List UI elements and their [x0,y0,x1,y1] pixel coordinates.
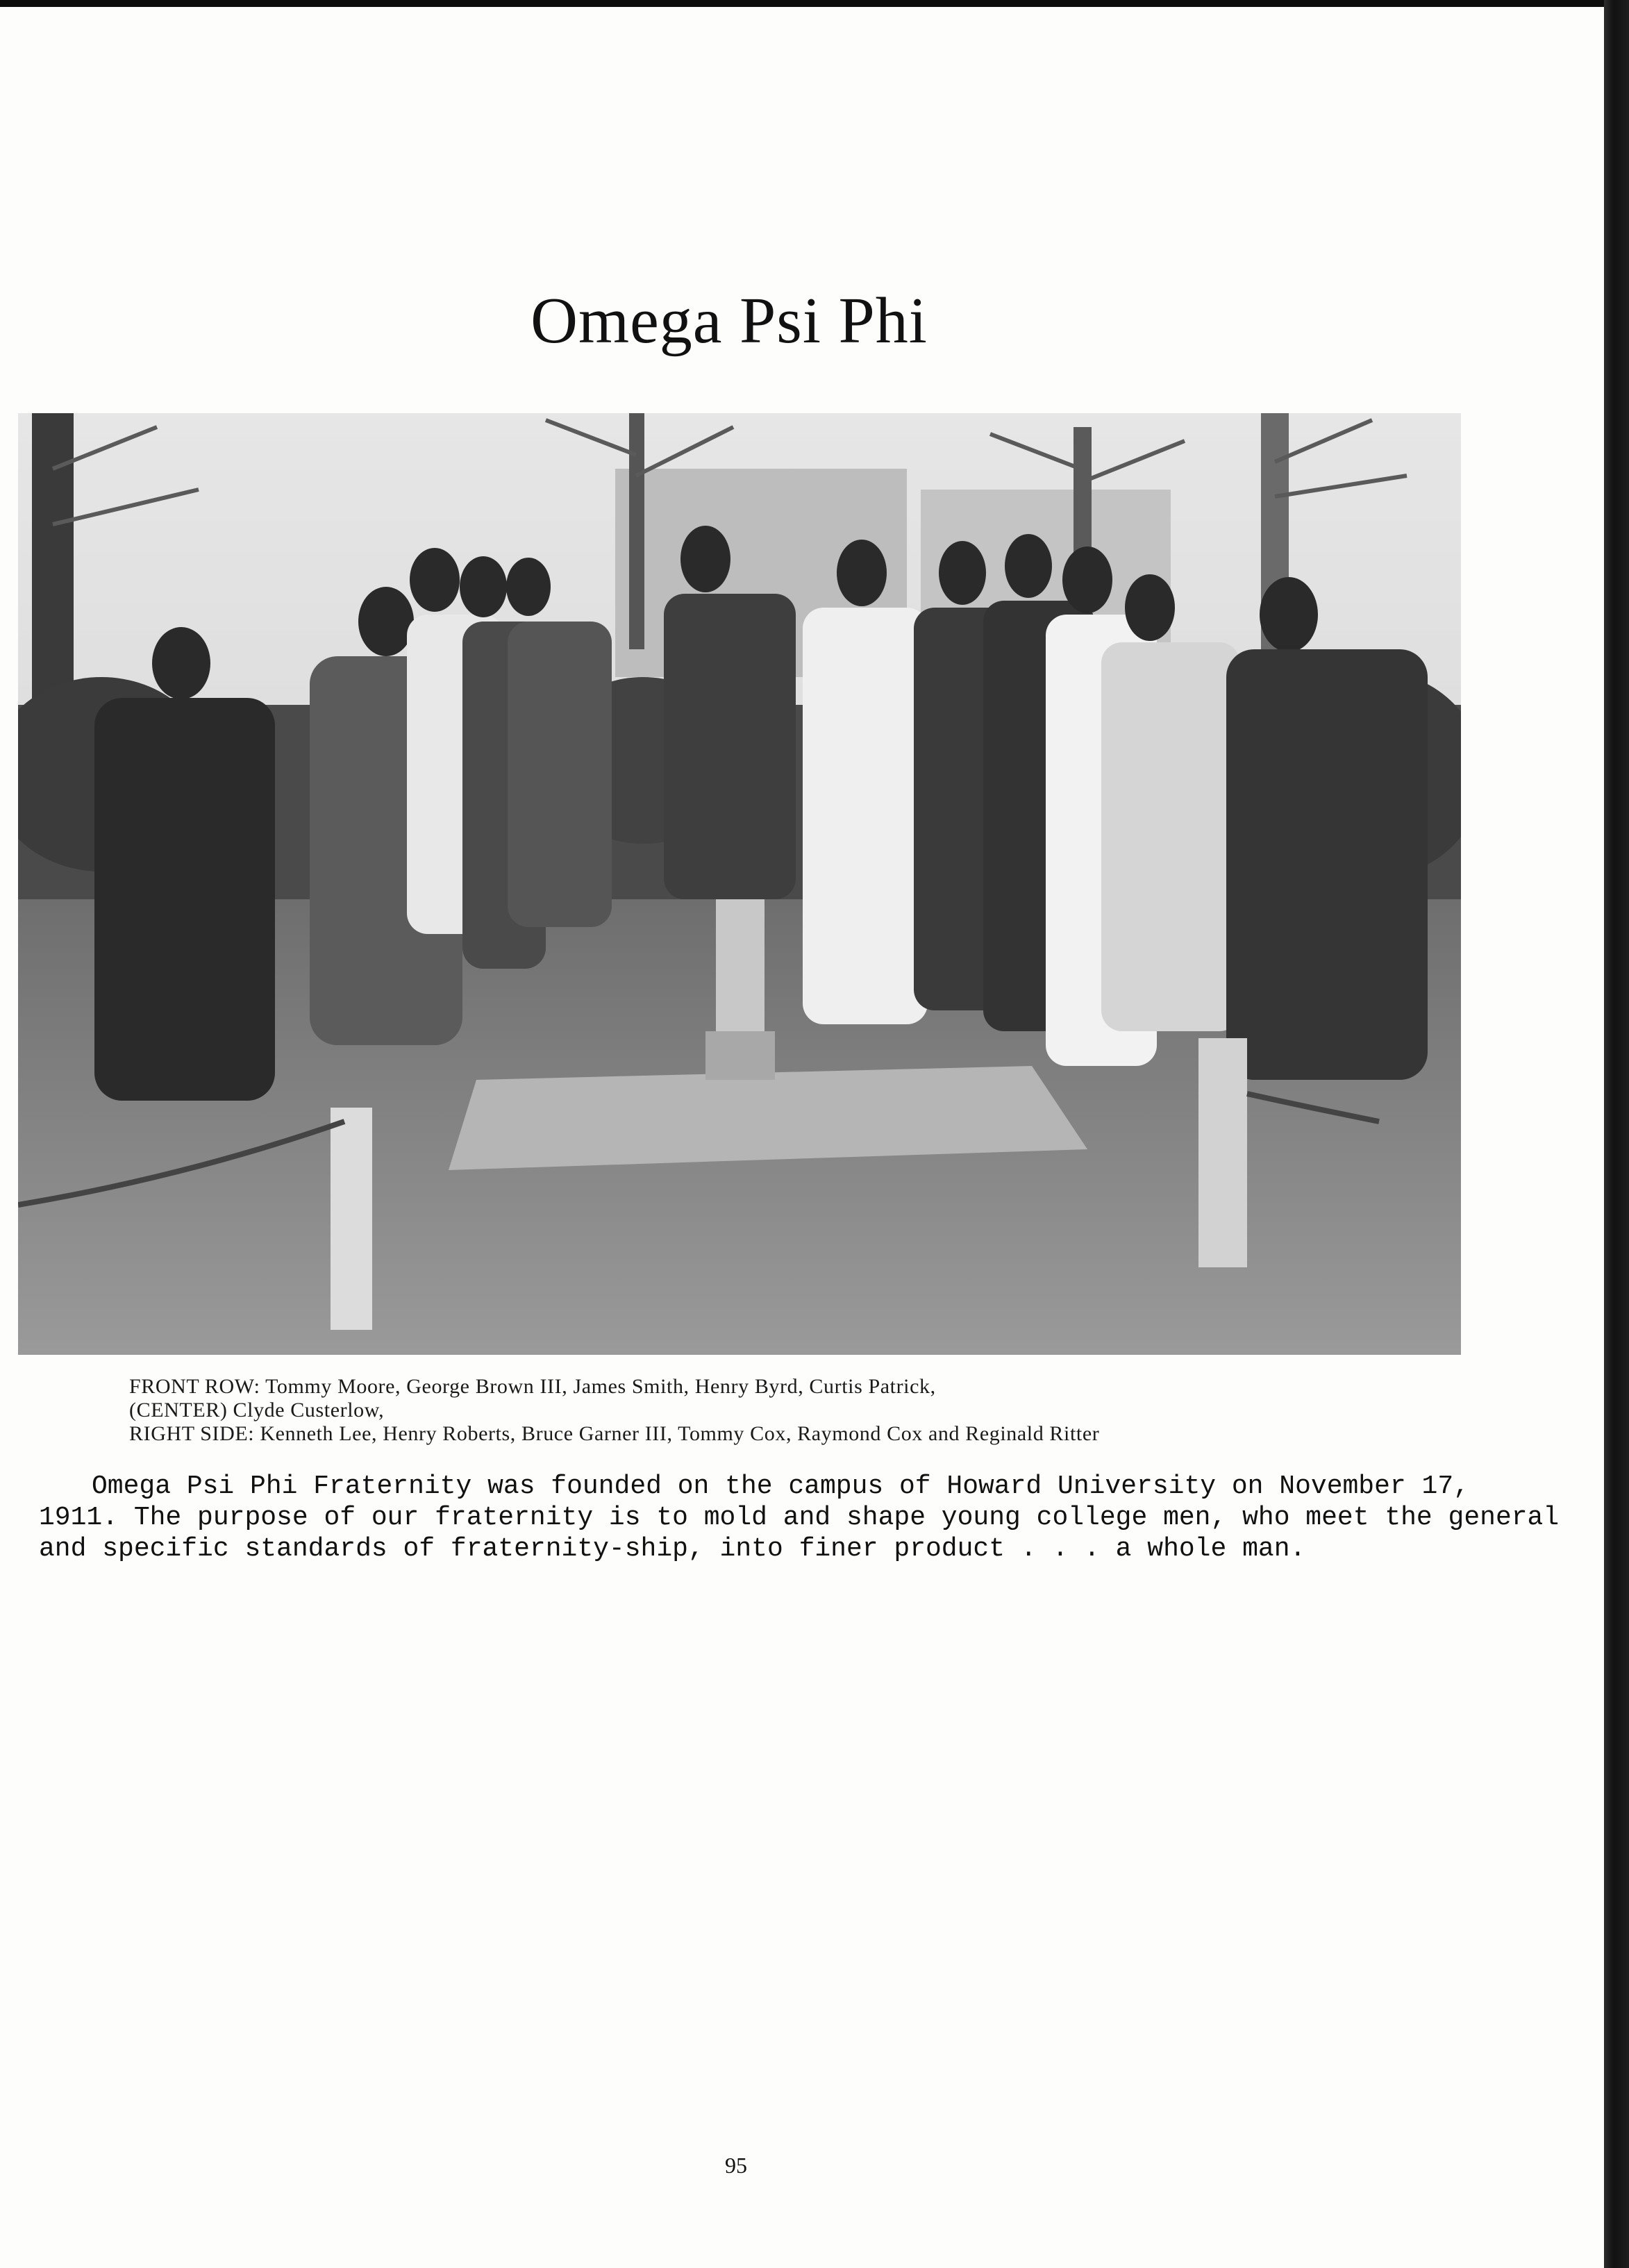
page-number: 95 [725,2153,747,2178]
caption-center: (CENTER) Clyde Custerlow, [129,1399,385,1421]
photo-caption [129,1375,1448,1446]
scan-binding-edge [1604,0,1629,2268]
group-photo-image [18,413,1461,1355]
yearbook-page [0,7,1604,2268]
caption-front-row: FRONT ROW: Tommy Moore, George Brown III, James Smith, Henry Byrd, Curtis Patrick, [129,1375,936,1398]
group-photo [18,413,1461,1355]
fraternity-description [39,1471,1560,1565]
description-line-2: 1911. The purpose of our fraternity is to mold and shape young college men, who meet the general [39,1503,1560,1533]
page-title: Omega Psi Phi [531,285,928,357]
caption-right-side: RIGHT SIDE: Kenneth Lee, Henry Roberts, Bruce Garner III, Tommy Cox, Raymond Cox and Reginald Ritter [129,1422,1100,1445]
description-line-1: Omega Psi Phi Fraternity was founded on the campus of Howard University on November 17, [92,1471,1469,1501]
description-line-3: and specific standards of fraternity-ship, into finer product . . . a whole man. [39,1534,1306,1564]
